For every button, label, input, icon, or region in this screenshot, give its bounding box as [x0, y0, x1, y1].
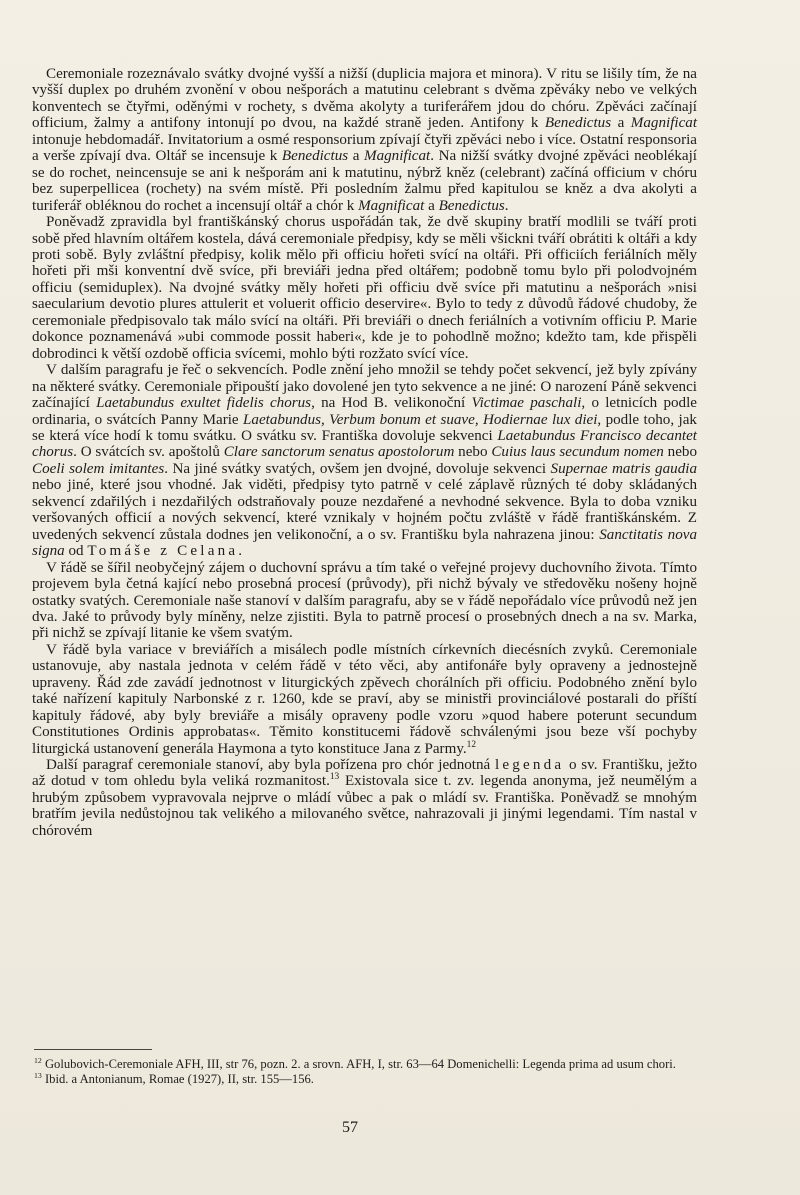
text-run: o sv. Františku, ježto až dotud v tom ohledu byla veliká rozmanitost. [32, 757, 698, 790]
text-run: . [504, 197, 509, 214]
text-run-italic: Victimae paschali [471, 395, 582, 412]
text-run: a [611, 115, 631, 132]
footnote-text: Ibid. a Antonianum, Romae (1927), II, str. 155—156. [44, 1071, 314, 1086]
text-run-italic: Benedictus [544, 115, 612, 132]
paragraph [32, 214, 697, 362]
text-run: V řádě se šířil neobyčejný zájem o duchovní správu a tím také o veřejné projevy duchovního života. Tímto projevem byla četná kající nebo prosebná procesí (průvody), při nichž bývaly ve středověku nošeny hojně ostatky svatých. Ceremoniale naše stanoví v dalším paragrafu, aby se v řádě nepořádalo více průvodů než jen dva. Jaké to průvody byly míněny, nelze zjistiti. Byla to patrně procesí o prosebných dnech a na sv. Marka, při nichž se zpívají litanie ke všem svatým. [32, 559, 697, 642]
text-run-italic: Sanctitatis nova signa [32, 526, 697, 560]
paragraph [32, 66, 697, 214]
text-run: a [424, 197, 439, 214]
text-run: . Na nižší svátky dvojné zpěváci neoblékají se do rochet, neincensuje se ani k nešporám ani k matutinu, nýbrž kněz (celebrant) začíná officium v chóru bez superpellicea (rochety) na svém místě. Při posledním žalmu před kapitulou se kněz a dva akolyti a turiferář obléknou do rochet a incensují oltář a chór k [32, 148, 697, 214]
text-run: nebo [454, 444, 492, 461]
text-run: od [64, 543, 88, 560]
footnote [18, 1057, 702, 1072]
text-run-italic: Coeli solem imitantes [32, 460, 165, 477]
text-run-italic: Magnificat [358, 197, 425, 214]
text-run-italic: Supernae matris gaudia [550, 460, 697, 477]
text-run: nebo jiné, které jsou vhodné. Jak viděti, předpisy tyto patrně v celé záplavě různých té doby skládaných sekvencí zdařilých i nezdařilých odstraňovaly pouze nezdařené a nevhodné sekvence. Byla to doba vzniku veršovaných officií a nových sekvencí, které vznikaly v hojném počtu zvláště v řádě františkánském. Z uvedených sekvencí zůstala dodnes jen velikonoční, a o sv. Františku byla nahrazena jinou: [32, 477, 697, 543]
text-run: . [238, 543, 243, 560]
paragraph [32, 642, 697, 757]
text-run: . Na jiné svátky svatých, ovšem jen dvojné, dovoluje sekvenci [164, 460, 551, 477]
footnote [18, 1072, 702, 1087]
text-run-italic: Cuius laus secundum nomen [491, 444, 664, 461]
footnote-ref[interactable]: 13 [329, 772, 340, 783]
paragraph [32, 362, 697, 559]
text-run: a [348, 148, 364, 165]
footnote-number: 13 [34, 1070, 42, 1080]
text-run-italic: Laetabundus exultet fidelis chorus [96, 395, 312, 412]
text-run-italic: Magnificat [364, 148, 431, 165]
text-run-italic: Clare sanctorum senatus apostolorum [223, 444, 455, 461]
text-run: intonuje hebdomadář. Invitatorium a osmé responsorium zpívají čtyři zpěváci nebo i více. Ostatní responsoria a verše zpívají dva. Oltář se incensuje k [32, 131, 697, 165]
paragraph [32, 560, 697, 642]
text-run: Další paragraf ceremoniale stanoví, aby byla pořízena pro chór jednotná [46, 757, 495, 774]
text-run: Poněvadž zpravidla byl františkánský chorus uspořádán tak, že dvě skupiny bratří modlili se tváří proti sobě před hlavním oltářem kostela, dává ceremoniale předpisy, kdy se měli všickni tváří obrátiti k oltáři a kdy proti sobě. Byly zvláštní předpisy, kolik mělo při officiu hořeti svící na oltáři. Při officiích feriálních měly hořeti při mši konventní dvě svíce, při breviáři jedna před oltářem; podobně tomu bylo při polodvojném officiu (semiduplex). Na dvojné svátky měly hořeti při officiu dvě svíce při matutinu a nešporách »nisi saecularium devotio plures attulerit et voluerit officio deservire«. Bylo to tedy z důvodů řádové chudoby, že ceremoniale předpisovalo tak málo svící na oltáři. Při breviáři o dnech feriálních a votivním officiu P. Marie dokonce poznamenává »ubi commode possit haberi«, kde je to pohodlně možno; kdežto tam, kde přispěli dobrodinci k větší ozdobě officia svícemi, mohlo býti rozžato svící více. [32, 214, 697, 362]
paragraph [32, 757, 697, 839]
text-run: Ceremoniale rozeznávalo svátky dvojné vyšší a nižší (duplicia majora et minora). V ritu se lišily tím, že na vyšší duplex po druhém zvonění v obou nešporách a matutinu celebrant s dvěma zpěváky nebo ve velkých konventech se čtyřmi, oděnými v rochety, s dvěma akolyty a turiferářem jdou do chóru. Zpěváci začínají officium, žalmy a antifony intonují po dvou, na každé straně jeden. Antifony k [32, 66, 697, 132]
author-name-spaced: Tomáše z Celana [87, 543, 239, 560]
text-run: . O svátcích sv. apoštolů [73, 444, 224, 461]
text-run-italic: Benedictus [281, 148, 349, 165]
page-number: 57 [342, 1119, 358, 1136]
text-run-italic: Laetabundus, Verbum bonum et suave, Hodiernae lux diei [243, 411, 598, 428]
text-run: V dalším paragrafu je řeč o sekvencích. Podle znění jeho množil se tehdy počet sekvencí, jež byly zpívány na některé svátky. Ceremoniale připouští jako dovolené jen tyto sekvence a ne jiné: O narození Páně sekvenci začínající [32, 362, 697, 412]
body-text [32, 66, 697, 839]
text-run-italic: Benedictus [438, 197, 505, 214]
text-run: nebo [663, 444, 698, 461]
legenda-spaced: legenda [494, 757, 565, 774]
text-run-italic: Laetabundus Francisco decantet chorus [32, 427, 697, 461]
text-run: , o letnicích podle ordinaria, o svátcích Panny Marie [32, 395, 697, 428]
text-run: , na Hod B. velikonoční [311, 395, 472, 412]
footnote-ref[interactable]: 12 [466, 739, 477, 750]
footnote-divider [34, 1049, 152, 1050]
footnote-number: 12 [34, 1055, 42, 1065]
text-run: , podle toho, jak se která více hodí k tomu svátku. O svátku sv. Františka dovoluje sekvenci [32, 411, 697, 444]
footnotes [18, 1057, 702, 1086]
footnote-text: Golubovich-Ceremoniale AFH, III, str 76, pozn. 2. a srovn. AFH, I, str. 63—64 Domenichelli: Legenda prima ad usum chori. [44, 1057, 676, 1071]
text-run-italic: Magnificat [630, 115, 698, 132]
text-run: Existovala sice t. zv. legenda anonyma, jež neumělým a hrubým způsobem vypravovala nejprve o mládí vůbec a pak o mládí sv. Františka. Poněvadž se mnohým bratřím jevila nedůstojnou tak velikého a milovaného světce, nahrazovali ji jinými legendami. Tím nastal v chórovém [32, 773, 697, 839]
text-run: V řádě byla variace v breviářích a misálech podle místních církevních diecésních zvyků. Ceremoniale ustanovuje, aby nastala jednota v celém řádě v této věci, aby antifonáře byly opraveny a jednostejně upraveny. Řád zde zavádí jednotnost v liturgických zpěvech chorálních při officiu. Podobného znění bylo také nařízení kapituly Narbonské z r. 1260, kde se praví, aby se ministři provinciálové postarali do příští kapituly řádové, aby byly breviáře a misály opraveny podle vzoru »quod habere poterunt secundum Constitutiones Ordinis approbatas«. Těmito konstitucemi řádově schválenými jsou beze vší pochyby liturgická ustanovení generála Haymona a tyto konstituce Jana z Parmy. [32, 641, 697, 757]
